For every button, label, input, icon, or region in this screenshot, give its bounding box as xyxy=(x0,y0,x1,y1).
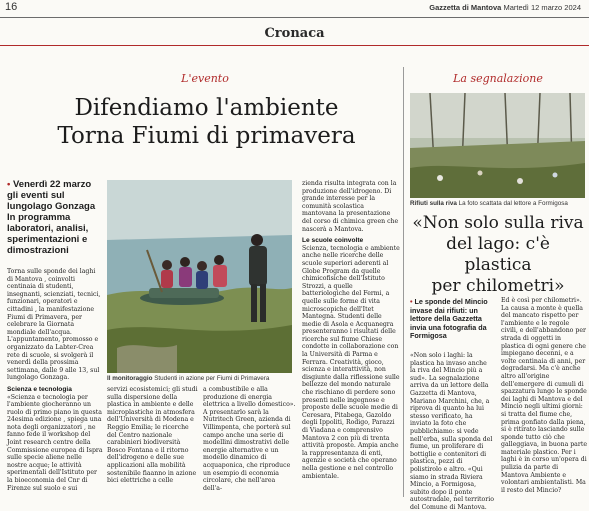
secondary-column-2-paragraph: Ed è così per chilometri». La causa a monte è quella del mancato rispetto per l'ambiente e le regole civili, e dell'abbandono per strada di oggetti in plastica di ogni genere che impiegano decenni, e a volte centinaia di anni, per degradarsi. Ma c'è anche altro all'origine dell'emergere di cumuli di spazzatura lungo le sponde dei laghi di Mantova e del Mincio negli ultimi giorni: si tratta del fiume che, prima gonfiato dalla piena, si è ritirato lasciando sulle sponde tutto ciò che galleggiava, in buona parte materiale plastico. Per i laghi è in corso un'opera di pulizia da parte di Mantova Ambiente e volontari ambientalisti. Ma il resto del Mincio? xyxy=(501,297,587,494)
column-2-paragraph: servizi ecosistemici; gli studi sulla dispersione della plastica in ambiente e delle microplastiche in atmosfera dell'Università di Modena e Reggio Emilia; le ricerche del Centro nazionale carabinieri biodiversità Bosco Fontana e il ritorno dell'idrogeno e delle sue applicazioni alla mobilità sostenibile fiaanno in azione bici elettriche a celle xyxy=(107,386,198,485)
column-4-paragraph-2: Scienza, tecnologia e ambiente anche nelle ricerche delle scuole superiori aderenti al Globe Program da quelle chimicofisiche dell'Istituto Strozzi, a quelle batteriologiche del Fermi, a quelle sulle forme di vita microscopiche dell'Itet Mantegna. Studenti delle medie di Asola e Acquanegra presenteranno i risultati delle ricerche sul fiume Chiese condotte in collaborazione con la Università di Parma e Ferrara. Creatività, gioco, scienza e interattività, non disgiunte dalla riflessione sulle bellezze del mondo naturale che rischiano di perdere sono presenti nelle ingegnose e proposte delle scuole medie di Ceresara, Pitabega, Gazoldo degli Ippoliti, Rodigo, Parazzi di Viadana e comprensivo Mantova 2 con più di trenta attività proposte. Ampia anche la rappresentanza di enti, agenzie e società che operano nella gestione e nel controllo ambientale. xyxy=(302,244,400,480)
masthead xyxy=(429,3,581,12)
masthead-date: Martedì 12 marzo 2024 xyxy=(503,3,581,12)
caption-label-left: Il monitoraggio xyxy=(107,375,153,382)
column-3-paragraph: a combustibile e alla produzione di energia elettrica a livello domestico». A presentarlo sarà la Nutritech Green, azienda di Villimpenta, che porterà sul campo anche una serie di modellini dimostrativi delle energie alternative e un modello dinamico di acquaponica, che riproduce un esempio di economia circolare, che nell'area dell'a- xyxy=(203,386,296,492)
students-photo-illustration xyxy=(107,180,292,373)
secondary-headline-line1: «Non solo sulla riva xyxy=(412,213,584,233)
summary-text: Venerdì 22 marzo gli eventi sul lungolago Gonzaga In programma laboratori, analisi, sperimentazioni e dimostrazioni xyxy=(7,179,96,256)
article-column-1 xyxy=(7,268,103,492)
bullet-icon: • xyxy=(7,179,13,190)
secondary-headline-line3: per chilometri» xyxy=(431,276,565,296)
kicker-right: La segnalazione xyxy=(453,72,543,85)
caption-text-right: La foto scattata dal lettore a Formigosa xyxy=(458,200,568,207)
secondary-column-2 xyxy=(501,297,587,494)
section-title: Cronaca xyxy=(264,26,325,41)
main-headline-line1: Difendiamo l'ambiente xyxy=(74,95,339,121)
photo-caption-left xyxy=(107,375,293,382)
article-column-2 xyxy=(107,386,199,485)
article-summary xyxy=(7,179,103,256)
secondary-column-1-paragraph: «Non solo i laghi: la plastica ha invaso anche la riva del Mincio più a sud». La segnalazione arriva da un lettore della Gazzetta di Mantova, Mariano Marchini, che, a riprova di quanto ha lui stesso verificato, ha inviato la foto che pubblichiamo: si vede nell'erba, sulla sponda del fiume, un proliferare di bottiglie e contenitori di plastica, pezzi di polistirolo e altro. «Qui siamo in strada Riviera Mincio, a Formigosa, subito dopo il ponte autostradale, nel territorio del Comune di Mantova. xyxy=(410,352,494,511)
secondary-headline xyxy=(410,213,586,297)
photo-students-monitoring xyxy=(107,180,292,373)
secondary-headline-line2: del lago: c'è plastica xyxy=(446,234,550,275)
photo-caption-right xyxy=(410,200,588,207)
caption-text-left: Studenti in azione per Fiumi di Primavera xyxy=(154,375,270,382)
caption-label-right: Rifiuti sulla riva xyxy=(410,200,457,207)
secondary-summary xyxy=(410,298,494,341)
column-4-paragraph: zienda risulta integrata con la produzione dell'idrogeno. Di grande interesse per la comunità scolastica mantovana la presentazione del corso di chimica green che nascerà a Mantova. xyxy=(302,180,399,233)
column-divider xyxy=(403,67,404,497)
secondary-summary-text: Le sponde del Mincio invase dai rifiuti: un lettore della Gazzetta invia una fotografia da Formigosa xyxy=(410,297,488,341)
section-rule xyxy=(0,45,589,46)
page-number: 16 xyxy=(5,1,18,13)
photo-waste-riverbank xyxy=(410,93,585,198)
article-column-4 xyxy=(302,180,400,480)
column-1-paragraph: Torna sulle sponde dei laghi di Mantova , coinvolti centinaia di studenti, insegnanti, scienziati, tecnici, funzionari, operatori e cittadini , la manifestazione Fiumi di Primavera, per celebrare la Giornata mondiale dell'acqua. L'appuntamento, promosso e organizzato da Labter-Crea rete di scuole, si svolgerà il venerdì della prossima settimana, dalle 9 alle 13, sul lungolago Gonzaga. xyxy=(7,268,101,382)
subhead-scienza: Scienza e tecnologia xyxy=(7,385,72,393)
top-rule xyxy=(0,17,589,18)
kicker-left: L'evento xyxy=(181,72,229,85)
secondary-column-1 xyxy=(410,352,494,511)
subhead-scuole: Le scuole coinvolte xyxy=(302,237,364,245)
riverbank-photo-illustration xyxy=(410,93,585,198)
bullet-icon: • xyxy=(410,297,415,306)
masthead-name: Gazzetta di Mantova xyxy=(429,3,502,12)
main-headline-line2: Torna Fiumi di primavera xyxy=(57,123,356,149)
main-headline xyxy=(14,94,399,150)
column-1-paragraph-2: «Scienza e tecnologia per l'ambiente giocheranno un ruolo di primo piano in questa 24esima edizione , spiega una nota degli organizzatori , ne fanno fede il workshop del Joint research centre della Commissione europea di Ispra sulle specie aliene nelle nostre acque; le attività sperimentali dell'Istituto per la bioeconomia del Cnr di Firenze sul suolo e sui xyxy=(7,393,103,492)
article-column-3 xyxy=(203,386,296,492)
